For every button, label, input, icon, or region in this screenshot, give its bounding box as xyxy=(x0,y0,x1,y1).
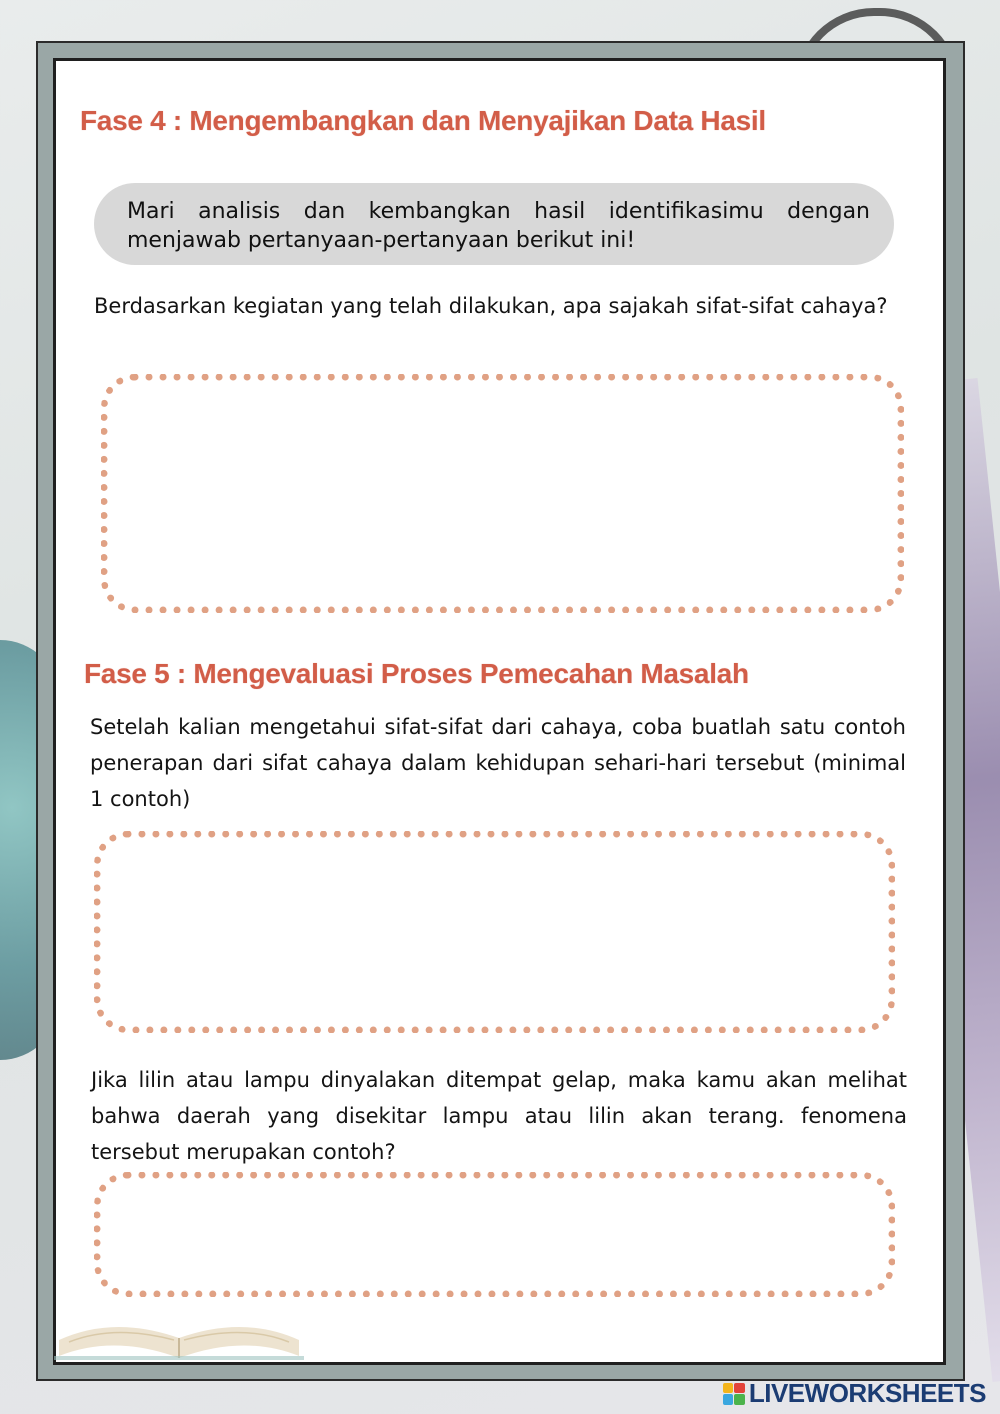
brand-name: LIVEWORKSHEETS xyxy=(748,1378,986,1408)
answer-box-3[interactable] xyxy=(94,1172,895,1297)
instruction-text: Mari analisis dan kembangkan hasil identifikasimu dengan menjawab pertanyaan-pertanyaan berikut ini! xyxy=(127,199,870,253)
liveworksheets-logo xyxy=(723,1378,986,1409)
answer-input-2[interactable] xyxy=(101,838,888,1026)
answer-box-2[interactable] xyxy=(94,831,895,1033)
question-3: Jika lilin atau lampu dinyalakan ditempat gelap, maka kamu akan melihat bahwa daerah yang disekitar lampu atau lilin akan terang. fenomena tersebut merupakan contoh? xyxy=(91,1068,907,1164)
phase5-title: Fase 5 : Mengevaluasi Proses Pemecahan Masalah xyxy=(84,658,749,689)
question-2: Setelah kalian mengetahui sifat-sifat dari cahaya, coba buatlah satu contoh penerapan dari sifat cahaya dalam kehidupan sehari-hari tersebut (minimal 1 contoh) xyxy=(90,715,906,811)
phase4-title: Fase 4 : Mengembangkan dan Menyajikan Data Hasil xyxy=(80,105,766,136)
answer-input-1[interactable] xyxy=(108,381,897,606)
open-book-illustration xyxy=(54,1300,304,1362)
instruction-pill xyxy=(94,183,894,265)
question-1: Berdasarkan kegiatan yang telah dilakukan, apa sajakah sifat-sifat cahaya? xyxy=(94,294,888,318)
answer-input-3[interactable] xyxy=(101,1179,888,1290)
liveworksheets-icon xyxy=(723,1383,745,1405)
answer-box-1[interactable] xyxy=(101,374,904,613)
